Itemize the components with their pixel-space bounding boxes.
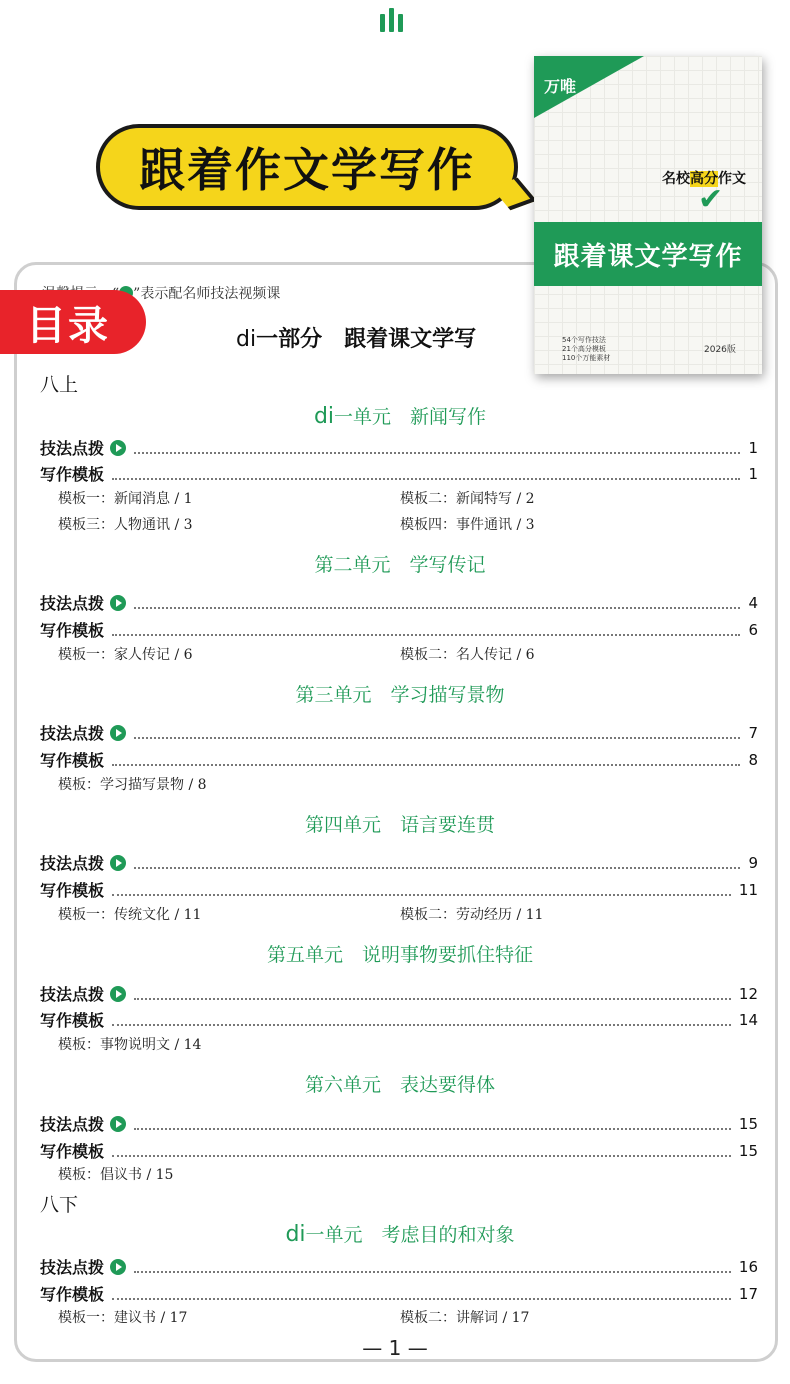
hint-suffix: ”表示配名师技法视频课 (133, 286, 281, 302)
toc-row-template[interactable] (40, 1008, 758, 1031)
toc-row-template[interactable] (40, 1282, 758, 1305)
page-number: 16 (738, 1257, 758, 1276)
unit-title: 第三单元 学习描写景物 (295, 684, 505, 706)
toc-row-tip[interactable] (40, 721, 758, 744)
toc-row-template[interactable] (40, 462, 758, 485)
unit-title: 第六单元 表达要得体 (304, 1074, 495, 1096)
book-features (562, 336, 610, 363)
page-number: 12 (738, 984, 758, 1003)
leader-dots (112, 754, 740, 766)
leader-dots (134, 597, 740, 609)
toc-row-tip[interactable] (40, 1112, 758, 1135)
page-number: 11 (738, 880, 758, 899)
page-number: 17 (738, 1284, 758, 1303)
badge-b: 高分 (690, 171, 718, 187)
toc-row-tip[interactable] (40, 982, 758, 1005)
leader-dots (112, 1014, 731, 1026)
leader-dots (112, 1145, 731, 1157)
template-item[interactable]: 模板一：传统文化 / 11 (58, 907, 202, 923)
page-number: 8 (748, 750, 758, 769)
badge-a: 名校 (662, 171, 690, 187)
page-number: 15 (738, 1114, 758, 1133)
row-label: 写作模板 (40, 465, 105, 484)
book-brand: 万唯 (544, 77, 577, 96)
unit-title: 第四单元 语言要连贯 (304, 814, 495, 836)
toc-tag: 目录 (0, 290, 146, 354)
row-label: 写作模板 (40, 751, 105, 770)
book-feature: 21个高分模板 (562, 345, 606, 353)
template-item[interactable]: 模板：倡议书 / 15 (58, 1167, 174, 1183)
unit-di: di (313, 404, 335, 429)
book-band-title: 跟着课文学写作 (534, 222, 762, 286)
page-number: 15 (738, 1141, 758, 1160)
toc-row-template[interactable] (40, 878, 758, 901)
book-year: 2026版 (704, 345, 736, 355)
book-feature: 54个写作技法 (562, 336, 606, 344)
row-label: 技法点拨 (40, 1115, 105, 1134)
toc-row-template[interactable] (40, 1139, 758, 1162)
row-label: 写作模板 (40, 1285, 105, 1304)
part-title-text: 一部分 跟着课文学写 (256, 326, 477, 352)
speech-bubble-title: 跟着作文学写作 (96, 124, 518, 210)
leader-dots (134, 857, 740, 869)
play-icon[interactable] (110, 986, 126, 1002)
page-number: 6 (748, 620, 758, 639)
top-logo-mark (380, 8, 403, 32)
toc-row-tip[interactable] (40, 591, 758, 614)
toc-row-template[interactable] (40, 748, 758, 771)
play-icon[interactable] (110, 1116, 126, 1132)
template-item[interactable]: 模板：学习描写景物 / 8 (58, 777, 207, 793)
leader-dots (134, 727, 740, 739)
grade-label: 八上 (40, 374, 79, 396)
unit-title: 第五单元 说明事物要抓住特征 (266, 944, 533, 966)
page-number: 1 (748, 464, 758, 483)
row-label: 技法点拨 (40, 985, 105, 1004)
template-item[interactable]: 模板四：事件通讯 / 3 (400, 517, 535, 533)
book-cover (534, 56, 762, 374)
leader-dots (112, 1288, 731, 1300)
template-item[interactable]: 模板二：新闻特写 / 2 (400, 491, 535, 507)
page-number-footer: — 1 — (362, 1336, 428, 1360)
template-item[interactable]: 模板：事物说明文 / 14 (58, 1037, 202, 1053)
play-icon[interactable] (110, 725, 126, 741)
play-icon[interactable] (110, 1259, 126, 1275)
template-item[interactable]: 模板二：名人传记 / 6 (400, 647, 535, 663)
grade-label: 八下 (40, 1194, 79, 1216)
page-number: 4 (748, 593, 758, 612)
page-number: 1 (748, 438, 758, 457)
play-icon[interactable] (110, 855, 126, 871)
unit-title-text: 一单元 新闻写作 (334, 406, 487, 428)
unit-title (40, 402, 760, 429)
toc-row-tip[interactable] (40, 1255, 758, 1278)
row-label: 技法点拨 (40, 594, 105, 613)
leader-dots (134, 442, 740, 454)
row-label: 写作模板 (40, 1142, 105, 1161)
badge-c: 作文 (718, 171, 746, 187)
unit-title: 第二单元 学写传记 (314, 554, 486, 576)
unit-title (40, 1220, 760, 1247)
row-label: 技法点拨 (40, 1258, 105, 1277)
leader-dots (134, 1118, 731, 1130)
page-number: 7 (748, 723, 758, 742)
row-label: 写作模板 (40, 881, 105, 900)
row-label: 技法点拨 (40, 439, 105, 458)
check-icon: ✔ (698, 182, 724, 217)
part-title-prefix: di (236, 327, 257, 352)
template-item[interactable]: 模板一：建议书 / 17 (58, 1310, 188, 1326)
unit-di: di (285, 1222, 306, 1247)
template-item[interactable]: 模板二：讲解词 / 17 (400, 1310, 530, 1326)
play-icon[interactable] (110, 440, 126, 456)
leader-dots (134, 988, 731, 1000)
leader-dots (112, 468, 740, 480)
part-title (236, 322, 476, 353)
leader-dots (112, 624, 740, 636)
row-label: 写作模板 (40, 1011, 105, 1030)
row-label: 技法点拨 (40, 724, 105, 743)
book-feature: 110个万能素材 (562, 354, 611, 362)
page-number: 9 (748, 853, 758, 872)
play-icon[interactable] (110, 595, 126, 611)
template-item[interactable]: 模板二：劳动经历 / 11 (400, 907, 544, 923)
page-number: 14 (738, 1010, 758, 1029)
template-item[interactable]: 模板一：新闻消息 / 1 (58, 491, 193, 507)
leader-dots (134, 1261, 731, 1273)
leader-dots (112, 884, 731, 896)
template-item[interactable]: 模板三：人物通讯 / 3 (58, 517, 193, 533)
toc-row-tip[interactable] (40, 851, 758, 874)
unit-title-text: 一单元 考虑目的和对象 (305, 1224, 515, 1246)
row-label: 技法点拨 (40, 854, 105, 873)
row-label: 写作模板 (40, 621, 105, 640)
toc-row-template[interactable] (40, 618, 758, 641)
template-item[interactable]: 模板一：家人传记 / 6 (58, 647, 193, 663)
toc-row-tip[interactable] (40, 436, 758, 459)
